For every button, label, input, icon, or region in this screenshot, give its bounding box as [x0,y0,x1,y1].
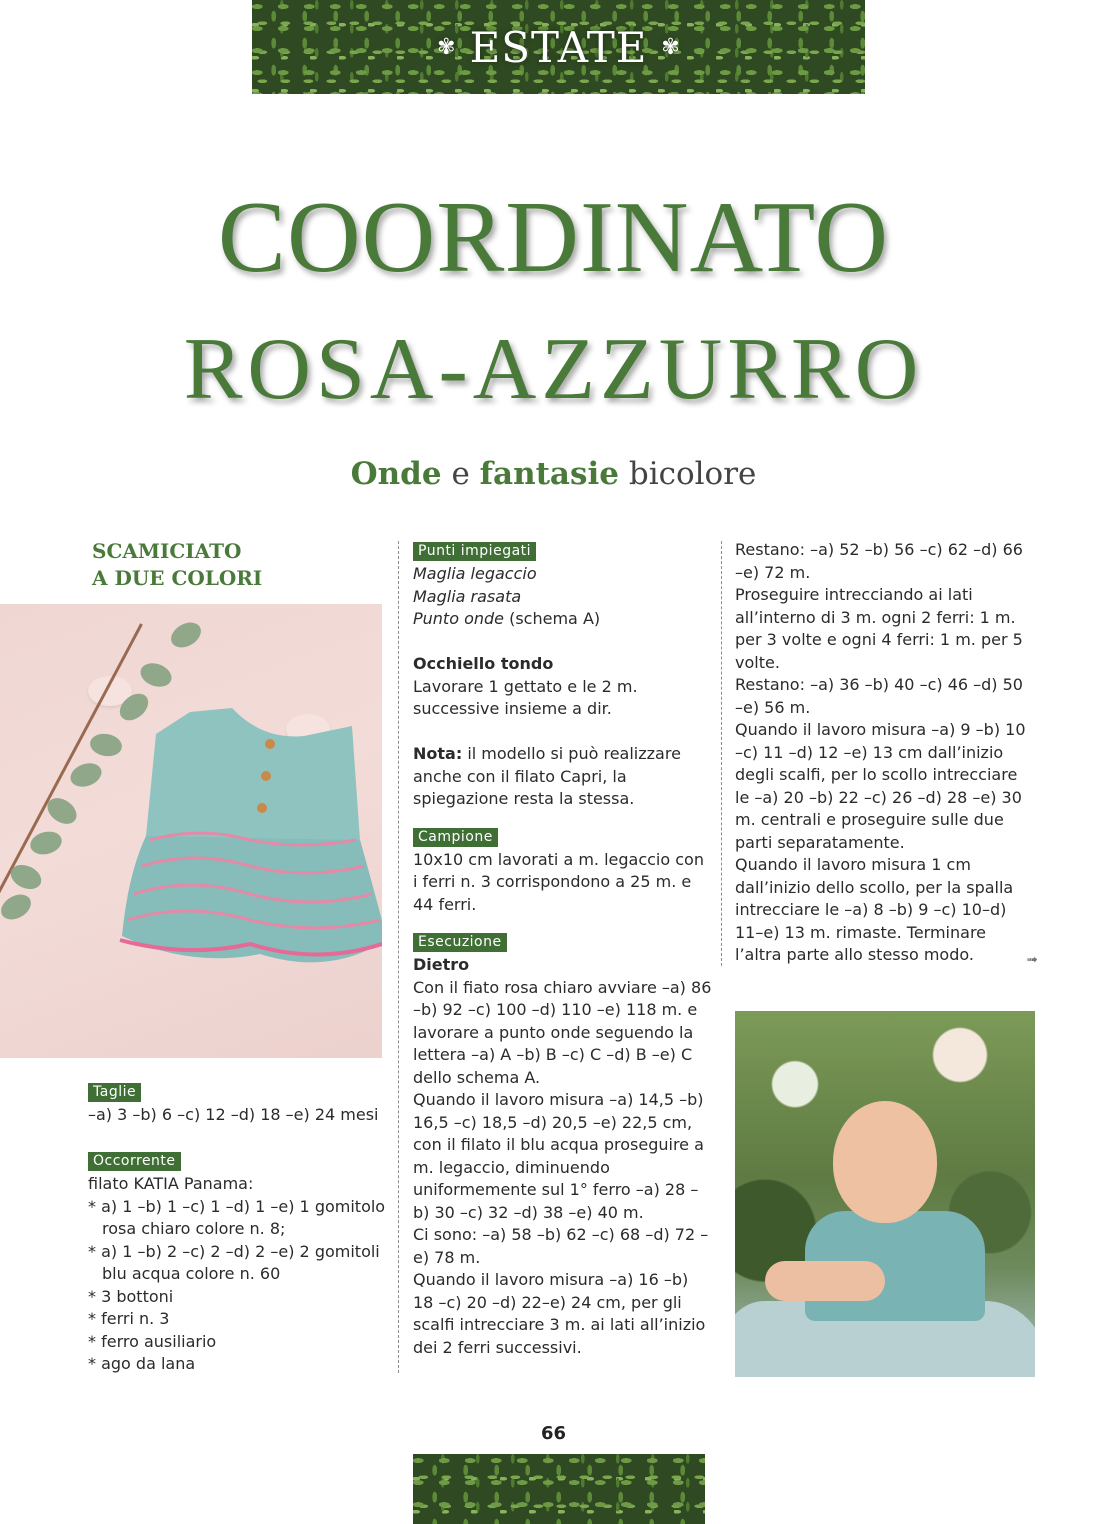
instruction-paragraph: Proseguire intrecciando ai lati all’interno di 3 m. ogni 2 ferri: 1 m. per 3 volte e ogni 4 ferri: 1 m. per 5 volte. [735,585,1023,672]
section-tag-occorrente: Occorrente [88,1152,181,1171]
instruction-paragraph: Restano: –a) 52 –b) 56 –c) 62 –d) 66 –e) 72 m. [735,540,1023,582]
instruction-paragraph: Quando il lavoro misura –a) 16 –b) 18 –c) 20 –d) 22–e) 24 cm, per gli scalfi intrecciare 3 m. ai lati all’inizio dei 2 ferri successivi. [413,1270,706,1357]
sizes-and-materials [88,1080,388,1376]
stitch-item [413,608,713,631]
page-subtitle [0,456,1107,492]
flower-icon: ✾ [661,34,680,60]
buttonhole-text: Lavorare 1 gettato e le 2 m. successive insieme a dir. [413,676,638,718]
project-title [92,538,262,592]
section-tag-punti: Punti impiegati [413,542,536,561]
gauge-text: 10x10 cm lavorati a m. legaccio con i ferri n. 3 corrispondono a 25 m. e 44 ferri. [413,849,704,914]
page-title-line-2: ROSA-AZZURRO [183,321,924,418]
instruction-paragraph: Quando il lavoro misura –a) 14,5 –b) 16,5 –c) 18,5 –d) 20,5 –e) 22,5 cm, con il filato il blu acqua proseguire a m. legaccio, diminuendo uniformemente sul 1° ferro –a) 28 –b) 30 –c) 32 –d) 38 –e) 40 m. [413,1090,704,1222]
note-paragraph [413,743,713,811]
subtitle-word: Onde [350,456,442,492]
section-tag-campione: Campione [413,828,498,847]
continue-arrow-icon: ➟ [1026,952,1038,968]
section-banner [252,0,865,94]
stitches-and-instructions [413,539,713,1359]
instruction-paragraph: Quando il lavoro misura 1 cm dall’inizio dello scollo, per la spalla intrecciare le –a) 8 –b) 9 –c) 10–d) 11–e) 13 m. rimaste. Terminare l’altra parte allo stesso modo. [735,855,1014,964]
knitted-dress-photo [0,604,382,1058]
project-title-line: A DUE COLORI [92,566,263,590]
instruction-paragraph: Quando il lavoro misura –a) 9 –b) 10 –c) 11 –d) 12 –e) 13 cm dall’inizio degli scalfi, per lo scollo intrecciare le –a) 20 –b) 22 –c) 26 –d) 28 –e) 30 m. centrali e proseguire sulle due parti separatamente. [735,720,1026,852]
materials-intro: filato KATIA Panama: [88,1174,254,1193]
instruction-paragraph: Con il fiato rosa chiaro avviare –a) 86 –b) 92 –c) 100 –d) 110 –e) 118 m. e lavorare a punto onde seguendo la lettera –a) A –b) B –c) C –d) B –e) C dello schema A. [413,977,712,1087]
buttonhole-heading: Occhiello tondo [413,654,554,673]
note-text: il modello si può realizzare anche con il filato Capri, la spiegazione resta la stessa. [413,744,681,808]
column-divider [721,541,722,966]
list-item: * ferro ausiliario [88,1331,217,1351]
knitted-dress-image [0,604,382,1058]
instruction-paragraph: Ci sono: –a) 58 –b) 62 –c) 68 –d) 72 –e) 78 m. [413,1225,709,1267]
section-tag-esecuzione: Esecuzione [413,933,507,952]
list-item: * 3 bottoni [88,1286,174,1306]
list-item: * ferri n. 3 [88,1309,170,1328]
stitch-name: Punto onde [413,609,505,628]
stitch-item: Maglia rasata [413,586,522,606]
back-heading: Dietro [413,955,470,974]
footer-banner [413,1454,705,1524]
baby-photo [735,1011,1035,1377]
subtitle-word: e [451,456,470,492]
sizes-text: –a) 3 –b) 6 –c) 12 –d) 18 –e) 24 mesi [88,1105,379,1124]
list-item: * ago da lana [88,1354,196,1373]
instruction-paragraph: Restano: –a) 36 –b) 40 –c) 46 –d) 50 –e) 56 m. [735,675,1023,717]
page-title-line-1: COORDINATO [217,181,890,294]
section-label: ESTATE [469,22,648,72]
flower-icon: ✾ [437,34,456,60]
stitch-item: Maglia legaccio [413,564,537,583]
section-tag-taglie: Taglie [88,1083,141,1102]
subtitle-word: bicolore [628,456,757,492]
project-title-line: SCAMICIATO [92,539,242,563]
note-label: Nota: [413,744,463,763]
list-item: * a) 1 –b) 1 –c) 1 –d) 1 –e) 1 gomitolo rosa chiaro colore n. 8; [88,1196,386,1238]
instructions-continued [735,539,1035,967]
subtitle-word: fantasie [479,456,619,492]
stitch-note: (schema A) [504,609,601,628]
column-divider [398,541,399,1373]
list-item: * a) 1 –b) 2 –c) 2 –d) 2 –e) 2 gomitoli blu acqua colore n. 60 [88,1241,380,1283]
page-number: 66 [540,1423,567,1444]
